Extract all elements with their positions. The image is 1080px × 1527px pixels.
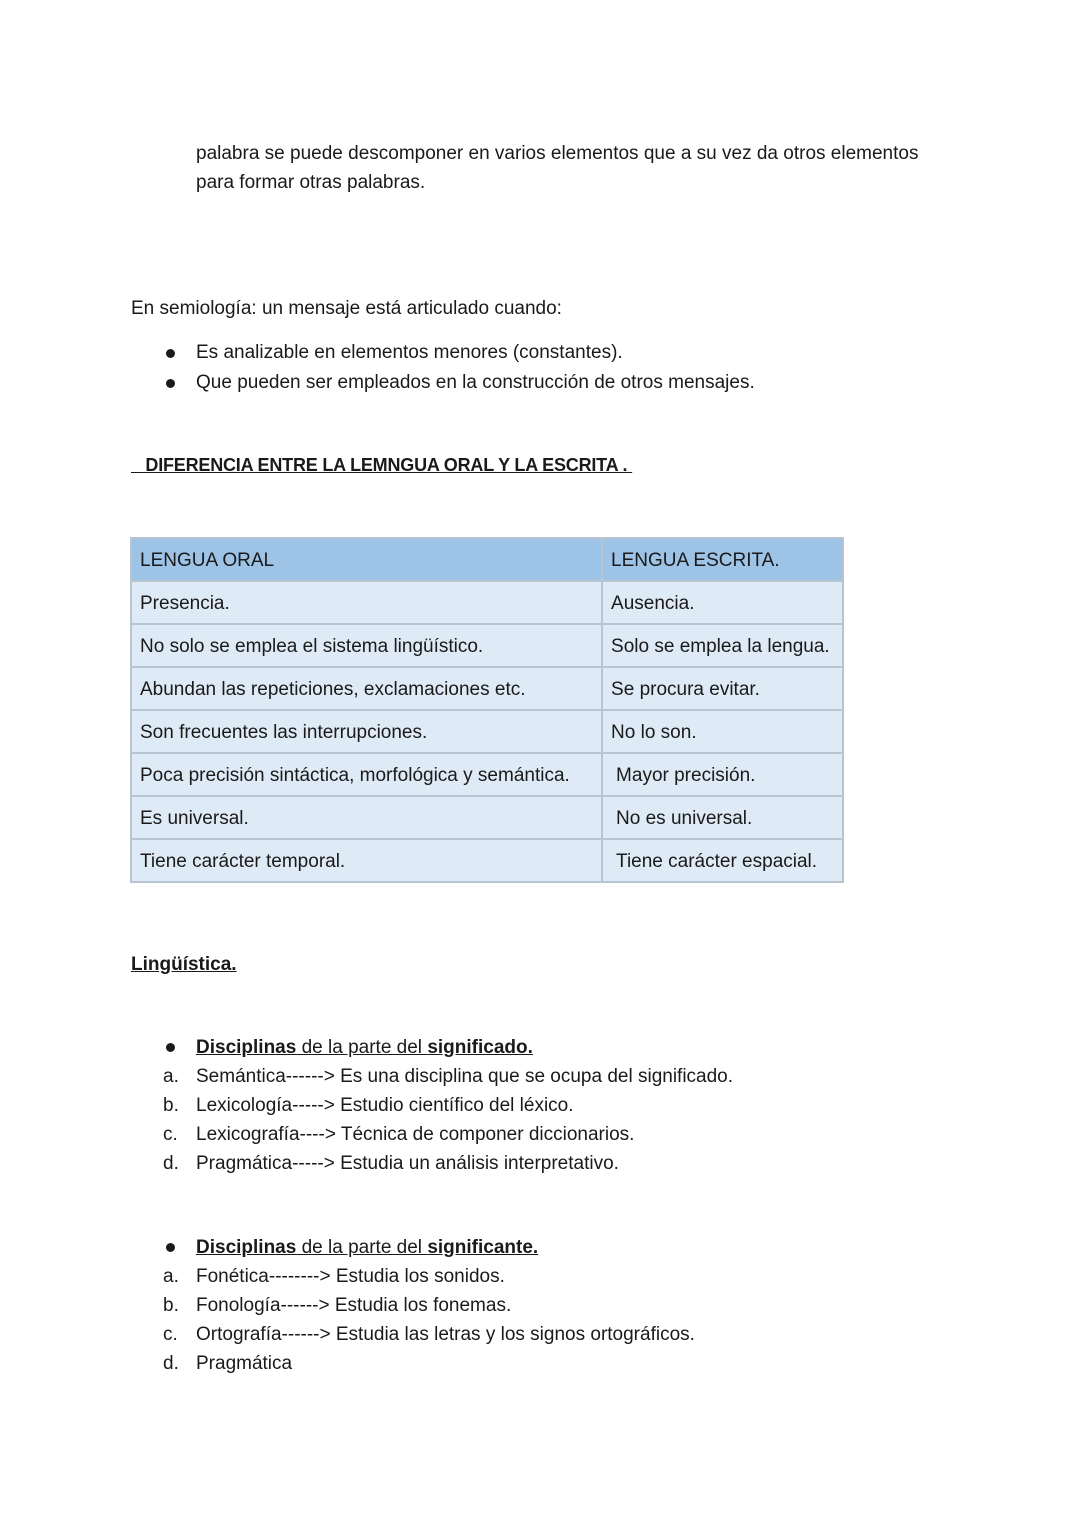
bullet-icon bbox=[166, 349, 175, 358]
list-item-text: Lexicografía----> Técnica de componer diccionarios. bbox=[196, 1124, 635, 1145]
table-header-cell: LENGUA ESCRITA. bbox=[602, 538, 843, 581]
table-cell: Tiene carácter espacial. bbox=[602, 839, 843, 882]
list-letter: b. bbox=[163, 1095, 179, 1116]
list-item-text: Fonética--------> Estudia los sonidos. bbox=[196, 1266, 505, 1287]
heading-connector: de la parte del bbox=[296, 1237, 428, 1258]
table-cell: No lo son. bbox=[602, 710, 843, 753]
comparison-table bbox=[130, 537, 844, 883]
subsection-heading bbox=[196, 1033, 533, 1062]
list-letter: d. bbox=[163, 1153, 179, 1174]
list-item-text: Fonología------> Estudia los fonemas. bbox=[196, 1295, 512, 1316]
bullet-icon bbox=[166, 1043, 175, 1052]
table-cell: Tiene carácter temporal. bbox=[131, 839, 602, 882]
subsection-heading bbox=[196, 1233, 538, 1262]
table-header-cell: LENGUA ORAL bbox=[131, 538, 602, 581]
table-cell: No es universal. bbox=[602, 796, 843, 839]
list-letter: a. bbox=[163, 1266, 179, 1287]
semiologia-intro: En semiología: un mensaje está articulado cuando: bbox=[131, 298, 562, 319]
table-header-row bbox=[131, 538, 843, 581]
list-letter: d. bbox=[163, 1353, 179, 1374]
heading-connector: de la parte del bbox=[296, 1037, 428, 1058]
table-cell: Poca precisión sintáctica, morfológica y semántica. bbox=[131, 753, 602, 796]
list-item-text: Es analizable en elementos menores (constantes). bbox=[196, 342, 623, 363]
intro-line: para formar otras palabras. bbox=[196, 172, 426, 193]
heading-word: significante. bbox=[427, 1237, 539, 1258]
heading-word: Disciplinas bbox=[196, 1037, 297, 1058]
table-cell: Se procura evitar. bbox=[602, 667, 843, 710]
table-row bbox=[131, 753, 843, 796]
table-row bbox=[131, 624, 843, 667]
table-cell: Mayor precisión. bbox=[602, 753, 843, 796]
list-letter: b. bbox=[163, 1295, 179, 1316]
table-row bbox=[131, 796, 843, 839]
bullet-icon bbox=[166, 379, 175, 388]
heading-word: significado. bbox=[427, 1037, 533, 1058]
list-item-text: Pragmática-----> Estudia un análisis interpretativo. bbox=[196, 1153, 619, 1174]
list-item-text: Ortografía------> Estudia las letras y los signos ortográficos. bbox=[196, 1324, 695, 1345]
intro-line: palabra se puede descomponer en varios elementos que a su vez da otros elementos bbox=[196, 143, 919, 164]
table-row bbox=[131, 710, 843, 753]
list-letter: c. bbox=[163, 1324, 178, 1345]
section-title-linguistica: Lingüística. bbox=[131, 954, 237, 975]
list-item-text: Semántica------> Es una disciplina que se ocupa del significado. bbox=[196, 1066, 734, 1087]
table-row bbox=[131, 839, 843, 882]
table-cell: No solo se emplea el sistema lingüístico. bbox=[131, 624, 602, 667]
heading-word: Disciplinas bbox=[196, 1237, 297, 1258]
table-cell: Es universal. bbox=[131, 796, 602, 839]
list-letter: c. bbox=[163, 1124, 178, 1145]
list-item-text: Que pueden ser empleados en la construcción de otros mensajes. bbox=[196, 372, 755, 393]
list-letter: a. bbox=[163, 1066, 179, 1087]
table-cell: Abundan las repeticiones, exclamaciones etc. bbox=[131, 667, 602, 710]
table-cell: Son frecuentes las interrupciones. bbox=[131, 710, 602, 753]
section-title-diferencia: DIFERENCIA ENTRE LA LEMNGUA ORAL Y LA ESCRITA . bbox=[131, 455, 633, 475]
bullet-icon bbox=[166, 1243, 175, 1252]
table-cell: Solo se emplea la lengua. bbox=[602, 624, 843, 667]
table-row bbox=[131, 667, 843, 710]
table-cell: Presencia. bbox=[131, 581, 602, 624]
table-cell: Ausencia. bbox=[602, 581, 843, 624]
list-item-text: Pragmática bbox=[196, 1353, 293, 1374]
list-item-text: Lexicología-----> Estudio científico del léxico. bbox=[196, 1095, 574, 1116]
intro-paragraph bbox=[196, 139, 918, 197]
table-row bbox=[131, 581, 843, 624]
